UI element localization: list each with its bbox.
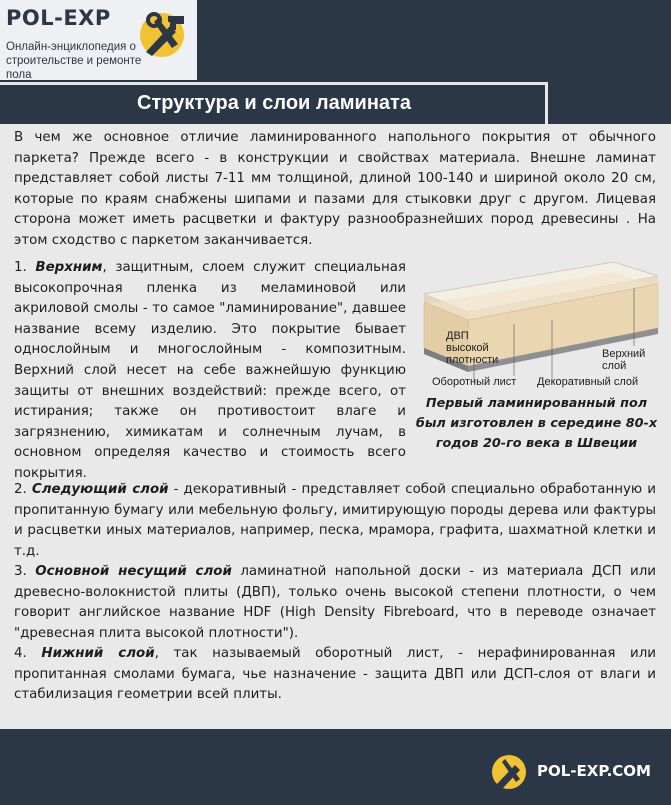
logo[interactable] xyxy=(0,0,197,80)
item-1 xyxy=(14,258,406,485)
item-num: 2. xyxy=(14,482,27,497)
logo-name: POL-EXP xyxy=(6,6,111,30)
article-content xyxy=(0,124,671,729)
page-title: Структура и слои ламината xyxy=(137,92,411,114)
logo-tagline: Онлайн-энциклопедия о строительстве и ремонте пола xyxy=(6,41,142,81)
item-4 xyxy=(14,644,656,706)
item-text: , так называемый оборотный лист, - нерафинированная или пропитанная смолами бумага, чье назначение - защита ДВП или ДСП-слоя от влаги и стабилизация геометрии всей плиты. xyxy=(14,646,656,703)
laminate-layers-figure xyxy=(414,254,664,394)
title-bar xyxy=(0,82,548,124)
intro-paragraph: В чем же основное отличие ламинированного напольного покрытия от обычного паркета? Прежде всего - в конструкции и свойствах материала. Внешне ламинат представляет собой листы 7-11 мм толщиной, длиной 100-140 и шириной около 20 см, которые по краям снабжены шипами и пазами для стыковки друг с другом. Лицевая сторона может иметь расцветки и фактуру разнообразнейших пород древесины . На этом сходство с паркетом заканчивается. xyxy=(14,130,656,248)
item-text: ламинатной напольной доски - из материала ДСП или древесно-волокнистой плиты (ДВП), только очень высокой степени плотности, о чем говорит английское название HDF (High Density Fibreboard, что в переводе означает "древесная плита высокой плотности"). xyxy=(14,564,656,641)
hammer-wrench-icon xyxy=(132,8,192,62)
item-term: Нижний слой xyxy=(41,646,155,661)
item-2 xyxy=(14,480,656,562)
label-dvp: ДВП высокой плотности xyxy=(446,330,499,366)
label-top: Верхний слой xyxy=(602,348,646,372)
item-num: 4. xyxy=(14,646,27,661)
item-num: 3. xyxy=(14,564,27,579)
footer-url[interactable]: POL-EXP.COM xyxy=(537,762,651,780)
title-bar-band xyxy=(548,82,671,124)
item-term: Основной несущий слой xyxy=(35,564,232,579)
label-decor: Декоративный слой xyxy=(537,376,639,388)
item-term: Верхним xyxy=(35,260,103,275)
item-num: 1. xyxy=(14,260,27,275)
item-text: , защитным, слоем служит специальная высокопрочная пленка из меламиновой или акриловой смолы - то самое "ламинирование", давшее название всему изделию. Это покрытие бывает однослойным и многослойным - композитным. Верхний слой несет на себе важнейшую функцию защиты от внешних воздействий: прежде всего, от истирания; также он противостоит влаге и загрязнению, химикатам и солнечным лучам, в основном определяя качество и стоимость всего покрытия. xyxy=(14,260,406,481)
header xyxy=(0,0,671,82)
item-3 xyxy=(14,562,656,644)
item-text: - декоративный - представляет собой специально обработанную и пропитанную бумагу или мебельную фольгу, имитирующую породы дерева или фактуры и расцветки иных материалов, например, песка, мрамора, графита, шахматной клетки и т.д. xyxy=(14,482,656,559)
figure-caption: Первый ламинированный пол был изготовлен в середине 80-х годов 20-го века в Швеции xyxy=(415,396,658,451)
item-term: Следующий слой xyxy=(31,482,169,497)
label-back: Оборотный лист xyxy=(432,376,517,388)
hammer-wrench-icon xyxy=(486,752,532,792)
